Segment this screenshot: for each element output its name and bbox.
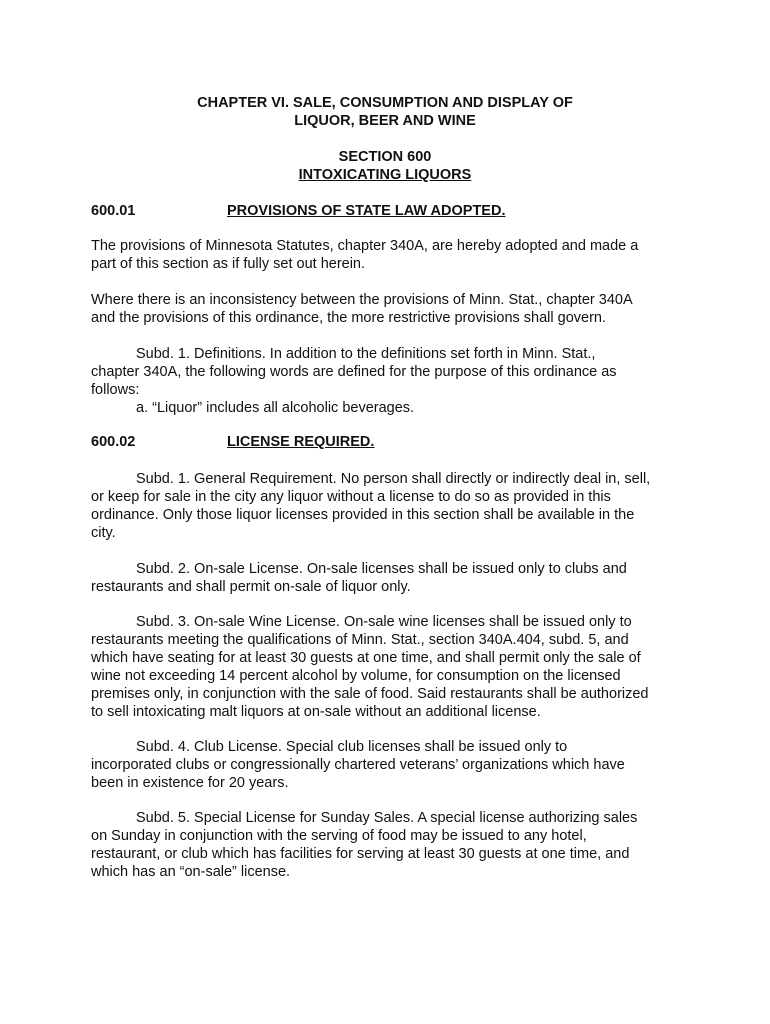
paragraph-inconsistency: Where there is an inconsistency between the provisions of Minn. Stat., chapter 340A and the provisions of this ordinance, the more restrictive provisions shall govern.	[91, 292, 633, 326]
section-title-600-02: LICENSE REQUIRED.	[227, 434, 375, 450]
chapter-title: CHAPTER VI. SALE, CONSUMPTION AND DISPLAY OF LIQUOR, BEER AND WINE	[197, 95, 573, 129]
section-subheading: INTOXICATING LIQUORS	[298, 167, 472, 183]
section-title-600-01: PROVISIONS OF STATE LAW ADOPTED.	[227, 203, 506, 219]
paragraph-subd-2-on-sale-license: Subd. 2. On-sale License. On-sale licenses shall be issued only to clubs and restaurants and shall permit on-sale of liquor only.	[91, 561, 627, 595]
paragraph-subd-1-definitions: Subd. 1. Definitions. In addition to the definitions set forth in Minn. Stat., chapter 340A, the following words are defined for the purpose of this ordinance as follows:	[91, 346, 617, 398]
paragraph-subd-4-club-license: Subd. 4. Club License. Special club licenses shall be issued only to incorporated clubs or congressionally chartered veterans’ organizations which have been in existence for 20 years.	[91, 739, 625, 791]
section-number-600-02: 600.02	[91, 434, 136, 450]
paragraph-state-law-adoption: The provisions of Minnesota Statutes, chapter 340A, are hereby adopted and made a part of this section as if fully set out herein.	[91, 238, 639, 272]
definition-item-liquor: a. “Liquor” includes all alcoholic beverages.	[136, 400, 415, 416]
section-heading: SECTION 600	[338, 149, 432, 165]
paragraph-subd-5-sunday-sales: Subd. 5. Special License for Sunday Sales. A special license authorizing sales on Sunday in conjunction with the serving of food may be issued to any hotel, restaurant, or club which has facilities for serving at least 30 guests at one time, and which has an “on-sale” license.	[91, 810, 638, 880]
paragraph-subd-1-general-requirement: Subd. 1. General Requirement. No person shall directly or indirectly deal in, sell, or keep for sale in the city any liquor without a license to do so as provided in this ordinance. Only those liquor licenses provided in this section shall be available in the city.	[91, 471, 651, 541]
section-number-600-01: 600.01	[91, 203, 136, 219]
paragraph-subd-3-on-sale-wine-license: Subd. 3. On-sale Wine License. On-sale wine licenses shall be issued only to restaurants meeting the qualifications of Minn. Stat., section 340A.404, subd. 5, and which have seating for at least 30 guests at one time, and shall permit only the sale of wine not exceeding 14 percent alcohol by volume, for consumption on the licensed premises only, in conjunction with the sale of food. Said restaurants shall be authorized to sell intoxicating malt liquors at on-sale without an additional license.	[91, 614, 649, 720]
